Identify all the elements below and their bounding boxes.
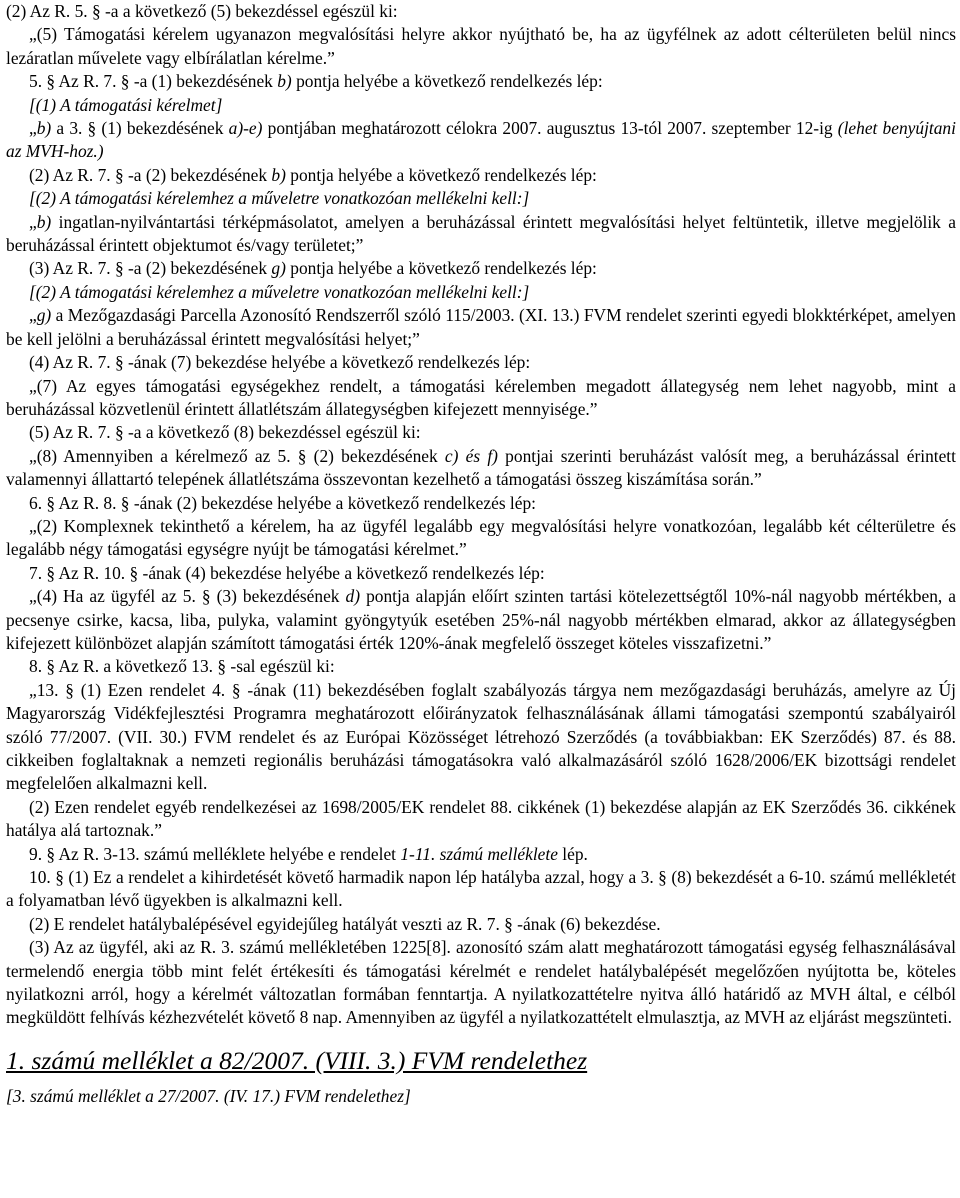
text-segment: „ — [29, 211, 37, 232]
italic-text: b) — [271, 164, 286, 185]
paragraph — [6, 94, 956, 117]
paragraph — [6, 164, 956, 187]
text-segment: pontja alapján előírt szinten tartási kötelezettségtől 10%-nál nagyobb mértékben, a pecsenye csirke, kacsa, liba, pulyka, valamint gyöngytyúk esetében 25%-nál nagyobb mértékben elmarad, akkor az állategységben kifejezett különbözet alapján számított támogatási érték 120%-ának megfelelő összeget köteles visszafizetni.” — [6, 586, 956, 653]
text-segment: 5. § Az R. 7. § -a (1) bekezdésének — [29, 71, 278, 92]
text-segment: (4) Az R. 7. § -ának (7) bekezdése helyébe a következő rendelkezés lép: — [29, 352, 531, 373]
paragraph — [6, 0, 956, 23]
text-segment: (2) Ezen rendelet egyéb rendelkezései az 1698/2005/EK rendelet 88. cikkének (1) bekezdése alapján az EK Szerződés 36. cikkének hatálya alá tartoznak.” — [6, 796, 956, 841]
text-segment: (3) Az R. 7. § -a (2) bekezdésének — [29, 258, 272, 279]
text-segment: 8. § Az R. a következő 13. § -sal egészül ki: — [29, 656, 335, 677]
paragraph — [6, 936, 956, 1030]
paragraph — [6, 866, 956, 913]
text-segment: pontja helyébe a következő rendelkezés lép: — [285, 258, 597, 279]
text-segment: (5) Az R. 7. § -a a következő (8) bekezdéssel egészül ki: — [29, 422, 421, 443]
text-segment: pontja helyébe a következő rendelkezés lép: — [285, 164, 597, 185]
paragraph — [6, 492, 956, 515]
italic-text: (lehet benyújtani az MVH-hoz.) — [6, 118, 956, 162]
text-segment: (2) Az R. 5. § -a a következő (5) bekezdéssel egészül ki: — [6, 1, 398, 21]
text-segment: „ — [29, 118, 37, 139]
text-segment: 6. § Az R. 8. § -ának (2) bekezdése helyébe a következő rendelkezés lép: — [29, 492, 537, 513]
italic-text: g) — [36, 305, 52, 326]
paragraph — [6, 843, 956, 866]
text-segment: (2) Az R. 7. § -a (2) bekezdésének — [29, 164, 272, 185]
italic-text: a)-e) — [228, 118, 263, 139]
paragraph — [6, 585, 956, 655]
italic-text: c) és f) — [444, 445, 498, 466]
paragraph — [6, 117, 956, 164]
paragraph — [6, 281, 956, 304]
text-segment: „(7) Az egyes támogatási egységekhez rendelt, a támogatási kérelemben megadott állategység nem lehet nagyobb, mint a beruházással közvetlenül érintett állatlétszám állategységben kifejezett mennyisége.” — [6, 375, 956, 419]
text-segment: pontjai szerinti beruházást valósít meg, a beruházással érintett valamennyi állattartó telepének állatlétszáma összevontan kezelhető a támogatási összeg kiszámítása során.” — [6, 445, 956, 490]
text-segment: „13. § (1) Ezen rendelet 4. § -ának (11) bekezdésében foglalt szabályozás tárgya nem mezőgazdasági beruházás, amelyre az Új Magyarország Vidékfejlesztési Programra meghatározott előirányzatok felhasználásának állami támogatási szempontú szabályairól szóló 77/2007. (VII. 30.) FVM rendelet és az Európai Közösséget létrehozó Szerződés (a továbbiakban: EK Szerződés) 87. és 88. cikkeiben foglaltaknak a nemzeti regionális beruházási támogatásokra való alkalmazásáról szóló 1628/2006/EK bizottsági rendelet megfelelően alkalmazni kell. — [6, 679, 956, 794]
paragraph — [6, 515, 956, 562]
text-segment: 7. § Az R. 10. § -ának (4) bekezdése helyébe a következő rendelkezés lép: — [29, 562, 545, 583]
paragraph — [6, 562, 956, 585]
italic-text: [(2) A támogatási kérelemhez a műveletre vonatkozóan mellékelni kell:] — [29, 188, 530, 209]
text-segment: pontjában meghatározott célokra 2007. augusztus 13-tól 2007. szeptember 12-ig — [262, 118, 838, 139]
text-segment: „(4) Ha az ügyfél az 5. § (3) bekezdésének — [29, 586, 346, 607]
paragraph — [6, 304, 956, 351]
text-segment: 10. § (1) Ez a rendelet a kihirdetését követő harmadik napon lép hatályba azzal, hogy a 3. § (8) bekezdését a 6-10. számú mellékletét a folyamatban lévő ügyekben is alkalmazni kell. — [6, 867, 956, 911]
italic-text: b) — [36, 211, 52, 232]
paragraph — [6, 23, 956, 70]
italic-text: d) — [345, 586, 361, 607]
italic-text: b) — [277, 71, 292, 92]
text-segment: „(5) Támogatási kérelem ugyanazon megvalósítási helyre akkor nyújtható be, ha az ügyfélnek az adott célterületen belül nincs lezáratlan művelete vagy elbírálatlan kérelme.” — [6, 24, 956, 68]
annex-subtitle: [3. számú melléklet a 27/2007. (IV. 17.) FVM rendelethez] — [6, 1085, 411, 1106]
text-segment: 9. § Az R. 3-13. számú melléklete helyébe e rendelet — [29, 843, 401, 864]
italic-text: g) — [271, 258, 286, 279]
paragraph — [6, 375, 956, 422]
annex-title: 1. számú melléklet a 82/2007. (VIII. 3.) FVM rendelethez — [6, 1045, 588, 1075]
legal-document — [6, 0, 956, 1108]
paragraph — [6, 796, 956, 843]
text-segment: „ — [29, 305, 37, 326]
text-segment: a 3. § (1) bekezdésének — [51, 118, 229, 139]
text-segment: „(2) Komplexnek tekinthető a kérelem, ha az ügyfél legalább egy megvalósítási helyre vonatkozóan, legalább két célterületre és legalább négy támogatási egységre nyújt be támogatási kérelmet.” — [6, 515, 956, 560]
paragraph — [6, 187, 956, 210]
text-segment: „(8) Amennyiben a kérelmező az 5. § (2) bekezdésének — [29, 445, 445, 466]
paragraph — [6, 70, 956, 93]
italic-text: b) — [36, 118, 52, 139]
italic-text: 1-11. számú melléklete — [400, 843, 558, 864]
italic-text: [(1) A támogatási kérelmet] — [29, 94, 223, 115]
paragraph — [6, 257, 956, 280]
text-segment: a Mezőgazdasági Parcella Azonosító Rendszerről szóló 115/2003. (XI. 13.) FVM rendelet szerinti egyedi blokktérképet, amelyen be kell jelölni a beruházással érintett megvalósítási helyet;” — [6, 305, 956, 349]
italic-text: [(2) A támogatási kérelemhez a műveletre vonatkozóan mellékelni kell:] — [29, 281, 530, 302]
paragraph — [6, 655, 956, 678]
paragraph — [6, 679, 956, 796]
document-body — [6, 0, 956, 1030]
text-segment: lép. — [557, 843, 588, 864]
text-segment: pontja helyébe a következő rendelkezés lép: — [291, 71, 603, 92]
text-segment: (2) E rendelet hatálybalépésével egyidejűleg hatályát veszti az R. 7. § -ának (6) bekezdése. — [29, 913, 661, 934]
paragraph — [6, 351, 956, 374]
text-segment: (3) Az az ügyfél, aki az R. 3. számú mellékletében 1225[8]. azonosító szám alatt meghatározott támogatási egység felhasználásával termelendő energia több mint felét értékesíti és támogatási kérelmét e rendelet hatálybalépését megelőzően nyújtotta be, köteles nyilatkozni arról, hogy a kérelmét változatlan formában fenntartja. A nyilatkozattételre nyitva álló határidő az MVH által, e célból megküldött felhívás kézhezvételét követő 8 nap. Amennyiben az ügyfél a nyilatkozattételt elmulasztja, az MVH az eljárást megszünteti. — [6, 937, 956, 1028]
paragraph — [6, 913, 956, 936]
text-segment: ingatlan-nyilvántartási térképmásolatot, amelyen a beruházással érintett megvalósítási helyet feltüntetik, illetve megjelölik a beruházással érintett objektumot és/vagy területet;” — [6, 211, 956, 256]
paragraph — [6, 211, 956, 258]
paragraph — [6, 421, 956, 444]
paragraph — [6, 445, 956, 492]
